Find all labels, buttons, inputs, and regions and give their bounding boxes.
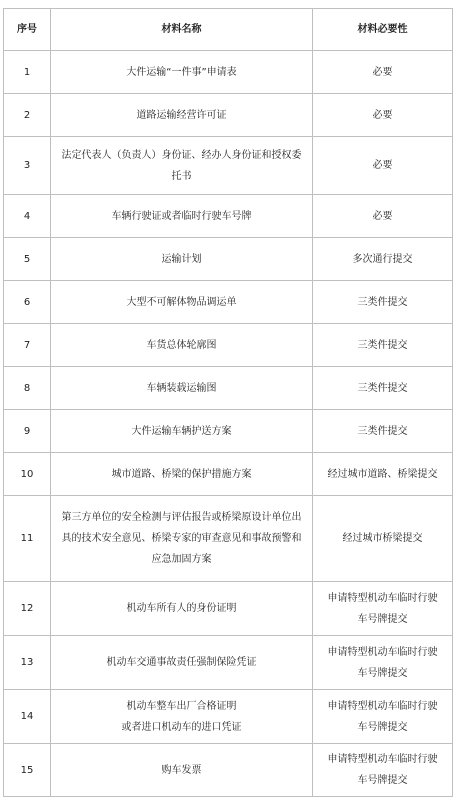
row-no: 14	[4, 690, 51, 744]
row-material-name: 机动车所有人的身份证明	[51, 582, 313, 636]
row-material-name: 法定代表人（负责人）身份证、经办人身份证和授权委托书	[51, 137, 313, 195]
table-row	[4, 453, 453, 496]
row-material-name: 车辆装载运输图	[51, 367, 313, 410]
row-no: 5	[4, 238, 51, 281]
header-material-name: 材料名称	[51, 9, 313, 51]
row-material-name: 车货总体轮廓图	[51, 324, 313, 367]
row-necessity: 必要	[313, 137, 453, 195]
row-no: 8	[4, 367, 51, 410]
row-no: 1	[4, 51, 51, 94]
header-no: 序号	[4, 9, 51, 51]
row-necessity: 经过城市桥梁提交	[313, 496, 453, 582]
row-material-name	[51, 690, 313, 744]
row-no: 11	[4, 496, 51, 582]
row-material-name: 城市道路、桥梁的保护措施方案	[51, 453, 313, 496]
row-material-name: 第三方单位的安全检测与评估报告或桥梁原设计单位出具的技术安全意见、桥梁专家的审查意见和事故预警和应急加固方案	[51, 496, 313, 582]
row-necessity: 申请特型机动车临时行驶车号牌提交	[313, 636, 453, 690]
row-material-name: 道路运输经营许可证	[51, 94, 313, 137]
row-no: 10	[4, 453, 51, 496]
table-row	[4, 137, 453, 195]
row-no: 7	[4, 324, 51, 367]
row-material-name-line2: 或者进口机动车的进口凭证	[121, 721, 242, 733]
row-necessity: 三类件提交	[313, 281, 453, 324]
row-no: 12	[4, 582, 51, 636]
row-necessity: 必要	[313, 94, 453, 137]
row-material-name: 购车发票	[51, 744, 313, 797]
row-no: 4	[4, 195, 51, 238]
row-material-name: 运输计划	[51, 238, 313, 281]
materials-table	[3, 8, 453, 797]
row-no: 2	[4, 94, 51, 137]
row-material-name: 大型不可解体物品调运单	[51, 281, 313, 324]
header-necessity: 材料必要性	[313, 9, 453, 51]
header-row	[4, 9, 453, 51]
row-necessity: 申请特型机动车临时行驶车号牌提交	[313, 582, 453, 636]
row-necessity: 申请特型机动车临时行驶车号牌提交	[313, 690, 453, 744]
row-no: 3	[4, 137, 51, 195]
row-necessity: 三类件提交	[313, 367, 453, 410]
row-necessity: 必要	[313, 51, 453, 94]
row-no: 13	[4, 636, 51, 690]
table-row	[4, 195, 453, 238]
table-row	[4, 690, 453, 744]
table-row	[4, 94, 453, 137]
row-necessity: 经过城市道路、桥梁提交	[313, 453, 453, 496]
row-material-name: 车辆行驶证或者临时行驶车号牌	[51, 195, 313, 238]
table-row	[4, 281, 453, 324]
table-row	[4, 636, 453, 690]
table-row	[4, 410, 453, 453]
table-row	[4, 238, 453, 281]
table-row	[4, 744, 453, 797]
row-no: 6	[4, 281, 51, 324]
row-necessity: 多次通行提交	[313, 238, 453, 281]
table-row	[4, 496, 453, 582]
table-row	[4, 582, 453, 636]
row-material-name: 机动车交通事故责任强制保险凭证	[51, 636, 313, 690]
row-necessity: 申请特型机动车临时行驶车号牌提交	[313, 744, 453, 797]
table-row	[4, 324, 453, 367]
row-necessity: 三类件提交	[313, 410, 453, 453]
row-no: 15	[4, 744, 51, 797]
row-necessity: 三类件提交	[313, 324, 453, 367]
row-no: 9	[4, 410, 51, 453]
table-row	[4, 367, 453, 410]
row-material-name: 大件运输“一件事”申请表	[51, 51, 313, 94]
row-material-name-line1: 机动车整车出厂合格证明	[126, 700, 237, 712]
row-material-name: 大件运输车辆护送方案	[51, 410, 313, 453]
row-necessity: 必要	[313, 195, 453, 238]
table-row	[4, 51, 453, 94]
